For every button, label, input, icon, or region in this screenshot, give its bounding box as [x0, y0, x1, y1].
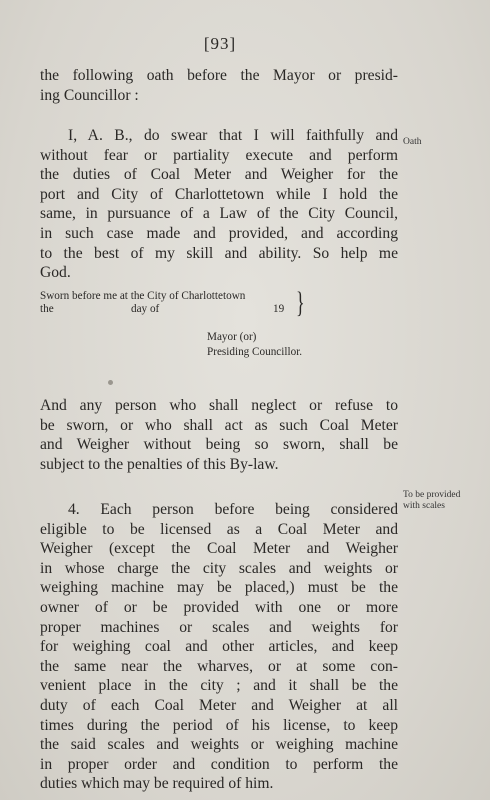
signature-block [207, 330, 302, 360]
text-line: to the best of my skill and ability. So help me [40, 244, 398, 262]
text-line: times during the period of his license, to keep [40, 716, 398, 734]
text-line: And any person who shall neglect or refuse to [40, 397, 398, 414]
sworn-line: Sworn before me at the City of Charlottetown [40, 290, 246, 302]
sworn-the: the [40, 303, 54, 315]
text-line: port and City of Charlottetown while I hold the [40, 185, 398, 203]
text-line: in whose charge the city scales and weights or [40, 559, 398, 577]
section-4-paragraph [40, 500, 398, 794]
text-line: in proper order and condition to perform the [40, 755, 398, 773]
page-number: [93] [203, 34, 237, 53]
sworn-date-line [40, 303, 320, 316]
text-line: venient place in the city ; and it shall be the [40, 677, 398, 695]
text-line: the duties of Coal Meter and Weigher for the [40, 166, 398, 184]
margin-note-line: To be provided [403, 490, 461, 500]
signature-line: Presiding Councillor. [207, 346, 303, 358]
sworn-day-of: day of [131, 303, 160, 315]
margin-note-line: with scales [403, 501, 445, 511]
penalty-paragraph [40, 396, 398, 474]
brace-icon: } [296, 286, 305, 319]
text-line: owner of or be provided with one or more [40, 598, 398, 616]
signature-line: Mayor (or) [207, 331, 257, 343]
text-line: subject to the penalties of this By-law. [40, 455, 279, 473]
text-line: duties which may be required of him. [40, 775, 274, 793]
oath-paragraph [40, 126, 398, 283]
text-line: weighing machine may be placed,) must be the [40, 579, 398, 597]
text-line: God. [40, 264, 71, 282]
text-line: the same near the wharves, or at some con- [40, 657, 398, 675]
text-line: proper machines or scales and weights for [40, 618, 398, 636]
text-line: duty of each Coal Meter and Weigher at all [40, 696, 398, 714]
text-line: eligible to be licensed as a Coal Meter and [40, 520, 398, 538]
text-line: for weighing coal and other articles, and keep [40, 638, 398, 656]
text-line: be sworn, or who shall act as such Coal Meter [40, 416, 398, 434]
ink-spot [108, 380, 113, 385]
intro-paragraph [40, 66, 398, 105]
text-line: I, A. B., do swear that I will faithfully and [68, 127, 398, 144]
margin-note-scales [403, 490, 460, 512]
text-line: Weigher (except the Coal Meter and Weigher [40, 540, 398, 558]
text-line: 4. Each person before being considered [68, 501, 398, 518]
margin-note-oath: Oath [403, 137, 422, 147]
sworn-year: 19 [273, 303, 285, 315]
text-line: and Weigher without being so sworn, shall be [40, 436, 398, 454]
text-line: the following oath before the Mayor or presid- [40, 67, 398, 84]
text-line: ing Councillor : [40, 86, 139, 104]
text-line: in such case made and provided, and according [40, 224, 398, 242]
sworn-block [40, 286, 320, 319]
text-line: the said scales and weights or weighing machine [40, 736, 398, 754]
text-line: same, in pursuance of a Law of the City Council, [40, 205, 398, 223]
text-line: without fear or partiality execute and perform [40, 146, 398, 164]
